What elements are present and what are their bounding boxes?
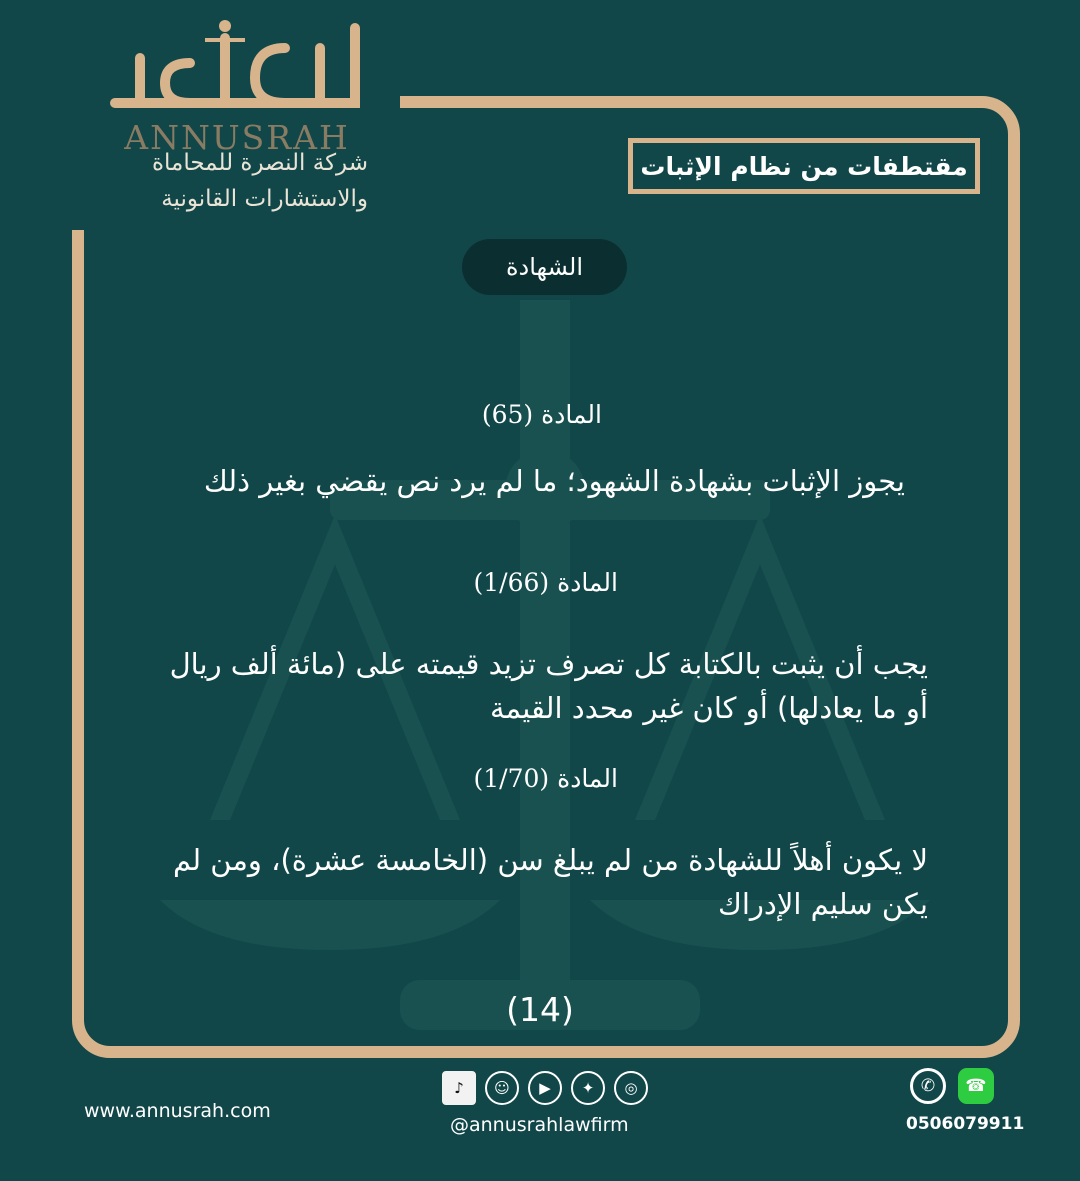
snapchat-icon[interactable]: ☺ [485,1071,519,1105]
youtube-icon[interactable]: ▶ [528,1071,562,1105]
page-number: (14) [506,990,574,1029]
social-icons [442,1071,648,1105]
social-handle[interactable]: @annusrahlawfirm [450,1114,629,1136]
phone-icon[interactable]: ☎ [958,1068,994,1104]
company-name-line1: شركة النصرة للمحاماة [151,150,368,176]
company-name-line2: والاستشارات القانونية [161,186,368,212]
section-label: الشهادة [462,239,627,295]
article-title-70: المادة (1/70) [473,764,618,793]
website-link[interactable]: www.annusrah.com [84,1100,271,1122]
whatsapp-icon[interactable]: ✆ [910,1068,946,1104]
page-title-box [628,138,980,194]
logo-latin-text: ANNUSRAH [124,118,350,157]
phone-number[interactable]: 0506079911 [906,1114,1025,1134]
twitter-icon[interactable]: ✦ [571,1071,605,1105]
contact-icons [910,1068,994,1104]
tiktok-icon[interactable]: ♪ [442,1071,476,1105]
instagram-icon[interactable]: ◎ [614,1071,648,1105]
article-title-65: المادة (65) [481,400,602,429]
company-logo [105,18,375,128]
article-text-70: لا يكون أهلاً للشهادة من لم يبلغ سن (الخامسة عشرة)، ومن لم يكن سليم الإدراك [172,843,928,921]
article-text-66: يجب أن يثبت بالكتابة كل تصرف تزيد قيمته على (مائة ألف ريال أو ما يعادلها) أو كان غير محدد القيمة [169,647,928,725]
page-title: مقتطفات من نظام الإثبات [633,143,975,189]
article-title-66: المادة (1/66) [473,568,618,597]
article-text-65: يجوز الإثبات بشهادة الشهود؛ ما لم يرد نص يقضي بغير ذلك [203,464,905,498]
